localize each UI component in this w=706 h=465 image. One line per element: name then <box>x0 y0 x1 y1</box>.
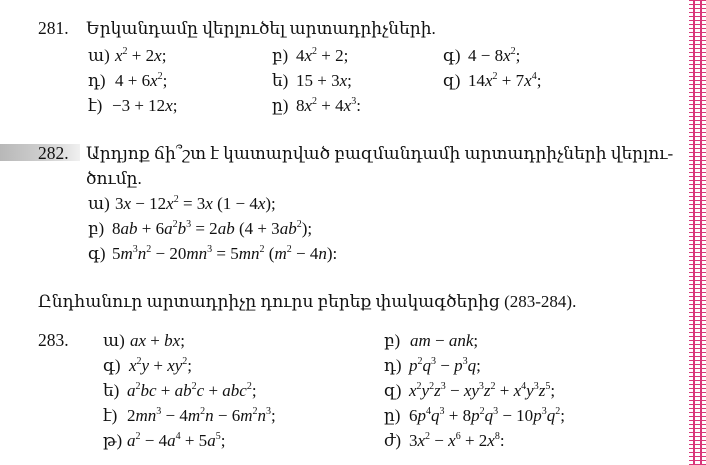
problem-282-heading-cont: ծումը. <box>86 169 142 188</box>
item-label: ա) <box>88 46 110 65</box>
math-expression: 15 + 3x; <box>296 71 352 90</box>
item-label: բ) <box>384 331 401 350</box>
math-expression: $4 + 6x^2$; <box>115 71 168 90</box>
item-label: գ) <box>103 356 121 375</box>
item-label: ե) <box>103 381 120 400</box>
math-expression: $a^2bc + ab^2c + abc^2$; <box>127 381 257 400</box>
problem-number-283: 283. <box>38 330 69 350</box>
item-label: ժ) <box>384 431 402 450</box>
math-expression: $x^2 + 2x$; <box>115 46 167 65</box>
math-expression: $x^2y + xy^2$; <box>129 356 193 375</box>
math-expression: $x^2y^2z^3 - xy^3z^2 + x^4y^3z^5$; <box>409 381 556 400</box>
item-label: ա) <box>88 194 110 213</box>
math-expression: $a^2 - 4a^4 + 5a^5$; <box>127 431 226 450</box>
item-label: գ) <box>88 244 106 263</box>
problem-282-heading: Արդյոք ճի՞շտ է կատարված բազմանդամի արտադրիչների վերլու- <box>86 144 674 163</box>
math-expression: $3x^2 - x^6 + 2x^8$: <box>409 431 505 450</box>
item-label: դ) <box>384 356 402 375</box>
item-label: զ) <box>384 381 402 400</box>
item-label: ը) <box>272 96 289 115</box>
math-expression: $14x^2 + 7x^4$; <box>468 71 542 90</box>
math-expression: $8ab + 6a^2b^3 = 2ab$ $(4 + 3ab^2)$; <box>112 219 313 238</box>
math-expression: ax + bx; <box>130 331 185 350</box>
item-label: ա) <box>103 331 125 350</box>
item-label: թ) <box>103 431 123 450</box>
item-label: է) <box>88 96 103 115</box>
math-expression: $4 - 8x^2$; <box>468 46 521 65</box>
item-label: գ) <box>443 46 461 65</box>
item-label: ե) <box>272 71 289 90</box>
item-label: բ) <box>88 219 105 238</box>
item-label: է) <box>103 406 118 425</box>
math-expression: $6p^4q^3 + 8p^2q^3 - 10p^3q^2$; <box>409 406 565 425</box>
page-edge-ruler <box>689 0 706 465</box>
item-label: բ) <box>272 46 289 65</box>
math-expression: $2mn^3 - 4m^2n - 6m^2n^3$; <box>127 406 276 425</box>
math-expression: $8x^2 + 4x^3$: <box>296 96 361 115</box>
item-label: դ) <box>88 71 106 90</box>
item-label: զ) <box>443 71 461 90</box>
math-expression: −3 + 12x; <box>112 96 178 115</box>
problem-281-heading: Երկանդամը վերլուծել արտադրիչների. <box>86 19 436 38</box>
math-expression: $4x^2 + 2$; <box>296 46 349 65</box>
math-expression: am − ank; <box>410 331 479 350</box>
problem-number-281: 281. <box>38 18 69 38</box>
math-expression: $3x - 12x^2 = 3x$ (1 − 4x); <box>115 194 276 213</box>
problem-number-282: 282. <box>38 143 69 163</box>
math-expression: $5m^3n^2 - 20mn^3 = 5mn^2$ $(m^2 - 4n)$: <box>112 244 338 263</box>
section-instruction: Ընդհանուր արտադրիչը դուրս բերեք փակագծերից (283-284). <box>38 292 577 311</box>
math-expression: $p^2q^3 - p^3q$; <box>409 356 481 375</box>
item-label: ը) <box>384 406 401 425</box>
